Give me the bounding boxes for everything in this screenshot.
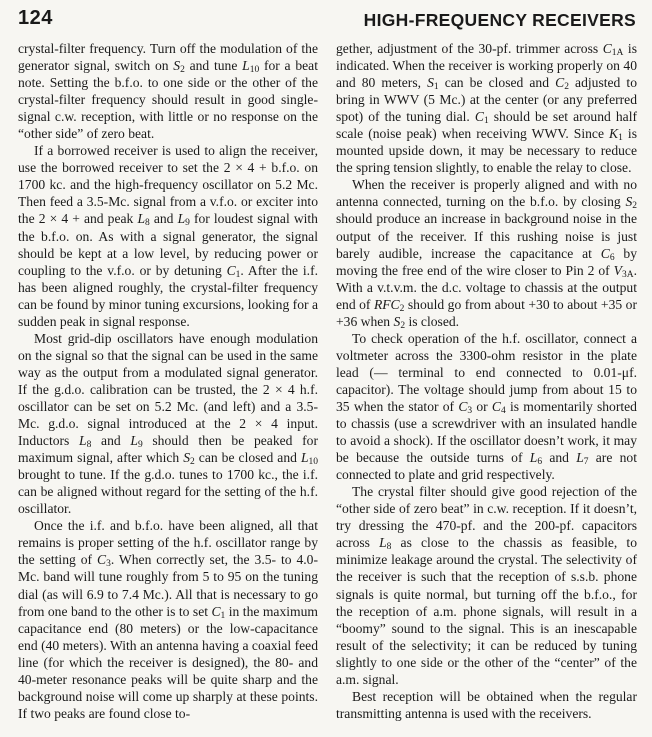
symbol-subscript: 2: [180, 65, 185, 76]
symbol: K: [609, 126, 619, 142]
page-number: 124: [18, 7, 53, 29]
symbol: C: [97, 552, 107, 568]
symbol-subscript: 9: [137, 440, 143, 451]
symbol: L: [300, 450, 309, 466]
paragraph: [18, 40, 318, 142]
text-run: and: [91, 433, 131, 449]
text-run: and: [542, 450, 577, 466]
symbol-subscript: 1: [220, 610, 226, 621]
symbol-subscript: 8: [86, 440, 92, 451]
text-run: should produce an increase in background noise in the output of the receiver. If this rushing noise is just barely audible, increase the capacitance at: [336, 211, 637, 261]
text-run: adjusted to bring in WWV (5 Mc.) at the center (or any preferred spot) of the tuning dial.: [336, 75, 637, 125]
symbol-subscript: 6: [537, 457, 543, 468]
text-run: or: [472, 398, 492, 414]
text-run: should go from about +30 to about +35 or +36 when: [336, 296, 637, 329]
text-run: . When correctly set, the 3.5- to 4.0-Mc. band will tune roughly from 5 to 95 on the tuning dial (as will 6.9 to 7.4 Mc.). All that is necessary to go from one band to the other is to set: [18, 552, 319, 619]
text-run: by moving the free end of the wire closer to Pin 2 of: [336, 245, 637, 278]
symbol-subscript: 2: [400, 320, 406, 331]
text-run: is mounted upside down, it may be necessary to reduce the spring tension slightly, to enable the relay to close.: [336, 126, 637, 176]
symbol-subscript: 1: [483, 116, 489, 127]
running-title: HIGH-FREQUENCY RECEIVERS: [363, 10, 636, 30]
text-run: is closed.: [405, 313, 460, 329]
text-run: and tune: [184, 58, 243, 74]
text-run: for loudest signal with the b.f.o. on. As with a signal generator, the signal should be kept at a low level, by reducing power or coupling to the v.f.o. or by detuning: [18, 211, 318, 278]
symbol: L: [576, 450, 584, 466]
text-run: The crystal filter should give good rejection of the “other side of zero beat” in c.w. reception. If it doesn’t, try dressing the 470-pf. and the 200-pf. capacitors across: [336, 484, 637, 551]
paragraph: [336, 40, 637, 176]
symbol-subscript: 4: [501, 405, 506, 416]
symbol: L: [242, 58, 250, 74]
symbol: L: [529, 450, 538, 466]
symbol-subscript: 2: [399, 303, 405, 314]
text-run: To check operation of the h.f. oscillator, connect a voltmeter across the 3300-ohm resistor in the plate lead (— terminal to end connected to 0.01-μf. capacitor). The voltage should jump from about 15 to 35 when the stator of: [336, 330, 637, 414]
text-run: is momentarily shorted to chassis (use a screwdriver with an insulated handle to avoid a shock). If the oscillator doesn’t work, it may be because the outside turns of: [336, 398, 637, 466]
symbol: RFC: [373, 296, 400, 312]
paragraph: [336, 330, 637, 483]
text-run: When the receiver is properly aligned and with no antenna connected, turning on the b.f.o. by closing: [336, 177, 637, 210]
text-run: can be closed and: [438, 75, 556, 91]
page-header: [18, 7, 636, 35]
symbol-subscript: 1: [433, 82, 439, 93]
symbol: S: [625, 194, 633, 210]
text-run: can be closed and: [194, 450, 301, 466]
symbol-subscript: 8: [386, 542, 392, 553]
paragraph: [18, 517, 318, 722]
symbol: C: [602, 41, 612, 56]
symbol: L: [379, 535, 387, 551]
symbol: C: [555, 75, 565, 91]
symbol-subscript: 1: [618, 133, 623, 144]
text-run: gether, adjustment of the 30-pf. trimmer across: [336, 41, 603, 56]
text-run: are not connected to plate and grid respectively.: [336, 450, 637, 483]
symbol: S: [183, 450, 191, 466]
text-run: should then be peaked for maximum signal, after which: [18, 433, 318, 466]
symbol-subscript: 3A: [621, 269, 634, 280]
symbol: C: [458, 398, 468, 414]
symbol: V: [613, 262, 622, 278]
text-run: Once the i.f. and b.f.o. have been aligned, all that remains is proper setting of the h.f. oscillator range by the setting of: [18, 518, 318, 568]
text-run: is indicated. When the receiver is working properly on 40 and 80 meters,: [336, 41, 638, 91]
paragraph: [336, 176, 637, 329]
symbol-subscript: 6: [609, 252, 615, 263]
symbol: L: [177, 211, 186, 227]
symbol: C: [474, 109, 484, 125]
symbol: L: [130, 433, 138, 449]
paragraph: [18, 330, 318, 518]
symbol-subscript: 10: [249, 65, 260, 76]
text-run: Best reception will be obtained when the regular transmitting antenna is used with the receivers.: [336, 688, 637, 721]
symbol-subscript: 2: [564, 82, 569, 93]
symbol-subscript: 8: [145, 218, 150, 229]
symbol: C: [600, 245, 610, 261]
symbol-subscript: 1A: [611, 48, 624, 58]
symbol: L: [79, 433, 87, 449]
text-run: crystal-filter frequency. Turn off the modulation of the generator signal, switch on: [18, 41, 318, 74]
paragraph: [336, 483, 637, 688]
text-run: should be set around half scale (noise peak) when receiving WWV. Since: [336, 109, 637, 142]
text-run: and: [149, 211, 178, 227]
symbol: C: [226, 262, 236, 278]
symbol-subscript: 2: [632, 201, 637, 212]
right-column: [336, 40, 637, 722]
symbol-subscript: 1: [235, 269, 241, 280]
symbol: L: [137, 211, 145, 227]
text-run: brought to tune. If the g.d.o. tunes to 1700 kc., the i.f. can be aligned without regard for the setting of the h.f. oscillator.: [18, 467, 318, 517]
symbol-subscript: 2: [190, 457, 195, 468]
symbol-subscript: 3: [106, 559, 111, 570]
symbol-subscript: 10: [308, 457, 318, 468]
symbol-subscript: 3: [467, 405, 473, 416]
symbol-subscript: 9: [185, 218, 190, 229]
symbol: C: [491, 398, 501, 414]
text-run: in the maximum capacitance end (80 meters) or the low-capacitance end (40 meters). With an antenna having a coaxial feed line (for which the receiver is designed), the 80- and 40-meter resonance peaks will be quite sharp and the background noise will come up sharply at these points. If two peaks are found close to-: [18, 603, 318, 721]
text-run: as close to the chassis as feasible, to minimize leakage around the crystal. The selectivity of the receiver is such that the reception of s.s.b. phone signals is quite normal, but turning off the b.f.o., for the reception of a.m. phone signals, will result in a “boomy” sound to the signal. This is an inescapable result of the selectivity; it can be reduced by tuning slightly to one side or the other of the “center” of the a.m. signal.: [336, 535, 637, 687]
text-run: for a beat note. Setting the b.f.o. to one side or the other of the crystal-filter frequency should result in good single-signal c.w. reception, with little or no response on the “other side” of zero beat.: [18, 58, 318, 142]
symbol: S: [393, 313, 401, 329]
symbol: C: [211, 603, 221, 619]
symbol-subscript: 7: [583, 457, 589, 468]
symbol: S: [427, 75, 434, 91]
text-run: . With a v.t.v.m. the d.c. voltage to chassis at the output end of: [336, 262, 637, 312]
left-column: [18, 40, 318, 722]
text-run: If a borrowed receiver is used to align the receiver, use the borrowed receiver to set the 2 × 4 + b.f.o. on 1700 kc. and the high-frequency oscillator on 5.2 Mc. Then feed a 3.5-Mc. signal from a v.f.o. or exciter into the 2 × 4 + and peak: [18, 143, 318, 227]
paragraph: [18, 142, 318, 330]
text-run: Most grid-dip oscillators have enough modulation on the signal so that the signal can be used in the same way as the output from a modulated signal generator. If the g.d.o. calibration can be trusted, the 2 × 4 h.f. oscillator can be set on 5.2 Mc. (and left) and a 3.5-Mc. g.d.o. signal introduced at the 2 × 4 input. Inductors: [18, 330, 318, 449]
paragraph: [336, 688, 637, 722]
text-run: . After the i.f. has been aligned roughly, the crystal-filter frequency can be found by minor tuning excursions, looking for a sudden peak in signal response.: [18, 262, 318, 329]
symbol: S: [173, 58, 181, 74]
